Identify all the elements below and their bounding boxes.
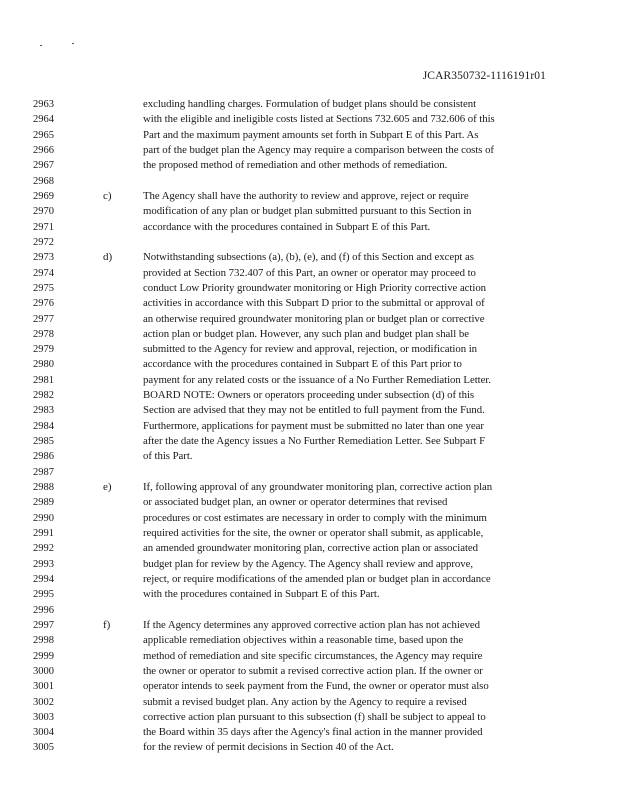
document-line <box>0 342 618 357</box>
line-text: reject, or require modifications of the amended plan or budget plan in accordance <box>143 572 491 585</box>
line-number: 2973 <box>33 252 54 264</box>
document-line <box>0 357 618 372</box>
line-number: 2969 <box>33 190 54 202</box>
document-line <box>0 158 618 173</box>
scan-artifact <box>38 42 78 50</box>
line-number: 2976 <box>33 298 54 310</box>
document-line <box>0 495 618 510</box>
document-line <box>0 403 618 418</box>
document-line <box>0 281 618 296</box>
line-number: 2974 <box>33 267 54 279</box>
document-line <box>0 128 618 143</box>
document-line <box>0 465 618 480</box>
line-number: 2997 <box>33 619 54 631</box>
line-text: the Board within 35 days after the Agency's final action in the manner provided <box>143 726 483 739</box>
document-line <box>0 312 618 327</box>
line-text: Furthermore, applications for payment must be submitted no later than one year <box>143 419 484 432</box>
subsection-label: e) <box>103 481 112 493</box>
line-number: 2991 <box>33 528 54 539</box>
document-line <box>0 695 618 710</box>
line-text: submitted to the Agency for review and approval, rejection, or modification in <box>143 343 478 356</box>
line-text: submit a revised budget plan. Any action by the Agency to require a revised <box>143 695 467 708</box>
line-number: 2970 <box>33 206 54 218</box>
line-text: modification of any plan or budget plan submitted pursuant to this Section in <box>143 205 472 218</box>
line-text: procedures or cost estimates are necessary in order to comply with the minimum <box>143 511 487 524</box>
line-text: accordance with the procedures contained in Subpart E of this Part prior to <box>143 358 462 371</box>
line-number: 2992 <box>33 543 54 555</box>
document-line <box>0 541 618 556</box>
line-number: 2988 <box>33 482 54 493</box>
line-text: operator intends to seek payment from the Fund, the owner or operator must also <box>143 680 489 693</box>
line-text: after the date the Agency issues a No Further Remediation Letter. See Subpart F <box>143 435 486 447</box>
document-line <box>0 603 618 618</box>
line-text: required activities for the site, the owner or operator shall submit, as applicable, <box>143 527 484 539</box>
document-line <box>0 97 618 112</box>
line-number: 3002 <box>33 696 54 708</box>
line-text: corrective action plan pursuant to this subsection (f) shall be subject to appeal to <box>143 710 486 723</box>
line-number: 2985 <box>33 436 54 447</box>
line-text: method of remediation and site specific circumstances, the Agency may require <box>143 649 483 662</box>
line-number: 2983 <box>33 405 54 417</box>
line-number: 2964 <box>33 114 54 126</box>
document-line <box>0 250 618 265</box>
line-text: provided at Section 732.407 of this Part, an owner or operator may proceed to <box>143 266 476 279</box>
line-number: 2980 <box>33 359 54 371</box>
document-line <box>0 204 618 219</box>
document-line <box>0 633 618 648</box>
line-text: activities in accordance with this Subpart D prior to the submittal or approval of <box>143 297 485 310</box>
line-number: 2986 <box>33 451 54 463</box>
line-number: 2963 <box>33 99 54 110</box>
line-text: part of the budget plan the Agency may require a comparison between the costs of <box>143 144 494 156</box>
document-line <box>0 572 618 587</box>
line-number: 2977 <box>33 313 54 325</box>
line-number: 2993 <box>33 558 54 570</box>
line-text: Section are advised that they may not be entitled to full payment from the Fund. <box>143 404 485 417</box>
line-text: If the Agency determines any approved corrective action plan has not achieved <box>143 618 481 631</box>
line-text: action plan or budget plan. However, any such plan and budget plan shall be <box>143 327 469 340</box>
line-number: 2975 <box>33 282 54 294</box>
line-number: 3000 <box>33 665 54 677</box>
document-line <box>0 725 618 740</box>
line-number: 2967 <box>33 160 54 172</box>
document-line <box>0 388 618 403</box>
document-line <box>0 679 618 694</box>
document-line <box>0 373 618 388</box>
line-number: 2999 <box>33 650 54 662</box>
line-number: 2994 <box>33 573 54 585</box>
line-text: conduct Low Priority groundwater monitoring or High Priority corrective action <box>143 281 487 294</box>
line-number: 2965 <box>33 129 54 141</box>
document-line <box>0 112 618 127</box>
document-line <box>0 649 618 664</box>
document-line <box>0 557 618 572</box>
line-number: 2990 <box>33 512 54 524</box>
line-text: Notwithstanding subsections (a), (b), (e), and (f) of this Section and except as <box>143 251 474 264</box>
document-line <box>0 189 618 204</box>
document-line <box>0 235 618 250</box>
document-line <box>0 220 618 235</box>
line-text: an amended groundwater monitoring plan, corrective action plan or associated <box>143 542 478 555</box>
document-line <box>0 327 618 342</box>
document-line <box>0 296 618 311</box>
line-number: 2995 <box>33 589 54 601</box>
line-number: 2972 <box>33 236 54 248</box>
line-number: 2982 <box>33 390 54 402</box>
subsection-label: f) <box>103 618 111 631</box>
line-number: 2989 <box>33 497 54 509</box>
line-text: with the procedures contained in Subpart E of this Part. <box>143 588 380 601</box>
line-text: or associated budget plan, an owner or operator determines that revised <box>143 496 448 509</box>
document-line <box>0 710 618 725</box>
line-text: the owner or operator to submit a revised corrective action plan. If the owner or <box>143 664 483 677</box>
line-text: with the eligible and ineligible costs listed at Sections 732.605 and 732.606 of this <box>143 113 495 126</box>
line-number: 3004 <box>33 727 54 739</box>
line-number: 2996 <box>33 604 54 616</box>
line-number: 3001 <box>33 681 54 693</box>
line-text: for the review of permit decisions in Section 40 of the Act. <box>143 741 394 754</box>
line-text: excluding handling charges. Formulation of budget plans should be consistent <box>143 98 477 110</box>
line-number: 2987 <box>33 466 54 478</box>
line-text: payment for any related costs or the issuance of a No Further Remediation Letter. <box>143 373 491 386</box>
line-number: 2998 <box>33 635 54 647</box>
subsection-label: c) <box>103 189 112 202</box>
line-text: the proposed method of remediation and other methods of remediation. <box>143 159 448 172</box>
document-line <box>0 526 618 541</box>
line-text: The Agency shall have the authority to review and approve, reject or require <box>143 189 469 202</box>
document-line <box>0 449 618 464</box>
line-number: 2968 <box>33 175 54 187</box>
document-line <box>0 143 618 158</box>
line-number: 2984 <box>33 420 54 432</box>
document-line <box>0 740 618 755</box>
document-line <box>0 419 618 434</box>
line-number: 2981 <box>33 374 54 386</box>
document-line <box>0 664 618 679</box>
line-number: 2978 <box>33 328 54 340</box>
line-number: 2979 <box>33 344 54 356</box>
line-text: accordance with the procedures contained in Subpart E of this Part. <box>143 220 431 233</box>
line-text: applicable remediation objectives within a reasonable time, based upon the <box>143 634 464 647</box>
document-line <box>0 434 618 449</box>
line-text: If, following approval of any groundwater monitoring plan, corrective action plan <box>143 481 493 493</box>
line-text: of this Part. <box>143 450 193 463</box>
document-line <box>0 618 618 633</box>
document-line <box>0 511 618 526</box>
line-number: 2966 <box>33 145 54 156</box>
line-number: 2971 <box>33 221 54 233</box>
line-number: 3005 <box>33 742 54 754</box>
document-line <box>0 587 618 602</box>
line-text: budget plan for review by the Agency. The Agency shall review and approve, <box>143 557 473 570</box>
line-text: an otherwise required groundwater monitoring plan or budget plan or corrective <box>143 312 485 325</box>
document-code-header: JCAR350732-1116191r01 <box>422 70 546 82</box>
line-text: Part and the maximum payment amounts set forth in Subpart E of this Part. As <box>143 128 479 141</box>
line-text: BOARD NOTE: Owners or operators proceeding under subsection (d) of this <box>143 389 475 402</box>
line-number: 3003 <box>33 711 54 723</box>
document-line <box>0 174 618 189</box>
document-line <box>0 266 618 281</box>
subsection-label: d) <box>103 251 113 264</box>
document-line <box>0 480 618 495</box>
